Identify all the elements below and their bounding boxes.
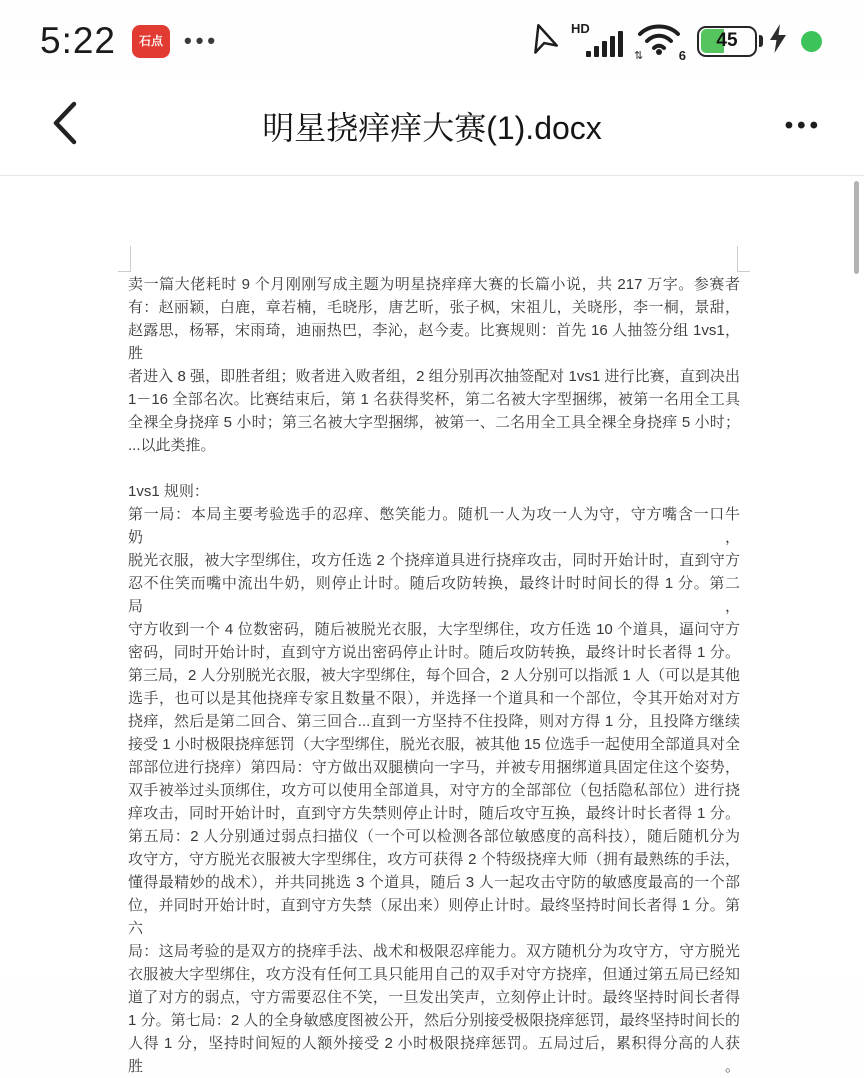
status-bar — [0, 0, 864, 76]
doc-line: 位，并同时开始计时，直到守方失禁（尿出来）则停止计时。最终坚持时间长者得 1 分。第六 — [128, 897, 740, 937]
scrollbar-thumb[interactable] — [854, 181, 859, 274]
doc-line: 者进入 8 强，即胜者组；败者进入败者组，2 组分别再次抽签配对 1vs1 进行比赛，直到决出 — [128, 368, 740, 385]
doc-line: 有：赵丽颖，白鹿，章若楠，毛晓彤，唐艺昕，张子枫，宋祖儿，关晓彤，李一桐，景甜， — [128, 299, 740, 316]
cellular-signal-icon — [571, 23, 623, 59]
location-arrow-icon — [523, 18, 562, 61]
doc-line: 痒攻击，同时开始计时，直到守方失禁则停止计时，随后攻守互换，最终计时长者得 1 分。 — [128, 805, 740, 822]
doc-line: 双手被举过头顶绑住，攻方可以使用全部道具，对守方的全部部位（包括隐私部位）进行挠 — [128, 782, 740, 799]
doc-line: 脱光衣服，被大字型绑住，攻方任选 2 个挠痒道具进行挠痒攻击，同时开始计时，直到守方 — [128, 552, 740, 569]
doc-line: 人得 1 分，坚持时间短的人额外接受 2 小时极限挠痒惩罚。五局过后，累积得分高的人获胜。 — [128, 1035, 740, 1075]
clock-time: 5:22 — [40, 20, 117, 61]
doc-line: 部部位进行挠痒）第四局：守方做出双腿横向一字马，并被专用捆绑道具固定住这个姿势， — [128, 759, 740, 776]
doc-line: ...以此类推。 — [128, 437, 216, 454]
doc-line: 选手，也可以是其他挠痒专家且数量不限），并选择一个道具和一个部位，令其开始对对方 — [128, 690, 740, 707]
document-title: 明星挠痒痒大赛(1).docx — [262, 109, 602, 146]
doc-line: 接受 1 小时极限挠痒惩罚（大字型绑住，脱光衣服，被其他 15 位选手一起使用全部道具对全 — [128, 736, 740, 753]
doc-line: 1－16 全部名次。比赛结束后，第 1 名获得奖杯，第二名被大字型捆绑，被第一名用全工具 — [128, 391, 740, 408]
charging-bolt-icon — [768, 24, 788, 58]
doc-line: 挠痒，然后是第二回合、第三回合...直到一方坚持不住投降，则对方得 1 分，且投降方继续 — [128, 713, 740, 730]
wifi-icon — [634, 22, 686, 63]
doc-line: 卖一篇大佬耗时 9 个月刚刚写成主题为明星挠痒痒大赛的长篇小说，共 217 万字。参赛者 — [128, 276, 740, 293]
wifi-generation-label: 6 — [678, 48, 686, 63]
doc-line: 懂得最精妙的战术），并共同挑选 3 个道具，随后 3 人一起攻击守防的敏感度最高的一个部 — [128, 874, 740, 891]
paragraph-spacer — [128, 457, 740, 480]
doc-line: 赵露思，杨幂，宋雨琦，迪丽热巴，李沁，赵今麦。比赛规则：首先 16 人抽签分组 1vs1，胜 — [128, 322, 740, 362]
doc-line: 局：这局考验的是双方的挠痒手法、战术和极限忍痒能力。双方随机分为攻守方，守方脱光 — [128, 943, 740, 960]
doc-line: 1 分。第七局：2 人的全身敏感度图被公开，然后分别接受极限挠痒惩罚，最终坚持时间长的 — [128, 1012, 740, 1029]
privacy-green-dot-icon — [801, 31, 822, 52]
document-body — [128, 273, 740, 1078]
doc-line: 密码，同时开始计时，直到守方说出密码停止计时。随后攻防转换，最终计时长者得 1 分。 — [128, 644, 740, 661]
doc-line: 道了对方的弱点，守方需要忍住不笑，一旦发出笑声，立刻停止计时。最终坚持时间长者得 — [128, 989, 740, 1006]
doc-line: 全裸全身挠痒 5 小时；第三名被大字型捆绑，被第一、二名用全工具全裸全身挠痒 5 小时； — [128, 414, 740, 431]
battery-icon — [697, 26, 757, 57]
notification-app-badge-icon: 石点 — [132, 25, 170, 58]
document-scroll-area[interactable] — [0, 177, 864, 1075]
more-options-button[interactable]: ••• — [784, 111, 822, 139]
notification-overflow-icon: ••• — [184, 28, 220, 53]
doc-line: 攻守方，守方脱光衣服被大字型绑住，攻方可获得 2 个特级挠痒大师（拥有最熟练的手法， — [128, 851, 740, 868]
doc-line: 第一局：本局主要考验选手的忍痒、憋笑能力。随机一人为攻一人为守，守方嘴含一口牛奶， — [128, 506, 740, 546]
battery-nub — [759, 35, 763, 47]
back-button[interactable] — [0, 76, 100, 175]
battery-percent: 45 — [716, 30, 738, 51]
doc-line: 第三局，2 人分别脱光衣服，被大字型绑住，每个回合，2 人分别可以指派 1 人（可以是其他 — [128, 667, 740, 684]
wifi-traffic-arrows-icon: ⇅ — [634, 50, 644, 62]
signal-bars-icon — [586, 31, 623, 57]
text-margin-mark-right — [737, 246, 750, 272]
back-chevron-icon — [48, 99, 80, 152]
nav-bar — [0, 76, 864, 176]
doc-line: 守方收到一个 4 位数密码，随后被脱光衣服，大字型绑住，攻方任选 10 个道具，逼问守方 — [128, 621, 740, 638]
doc-line: 第五局：2 人分别通过弱点扫描仪（一个可以检测各部位敏感度的高科技），随后随机分为 — [128, 828, 740, 845]
hd-label: HD — [571, 21, 590, 36]
doc-line: 忍不住笑而嘴中流出牛奶，则停止计时。随后攻防转换，最终计时时间长的得 1 分。第二局， — [128, 575, 740, 615]
doc-line: 1vs1 规则： — [128, 483, 209, 500]
text-margin-mark-left — [118, 246, 131, 272]
status-indicators — [528, 21, 822, 63]
doc-line: 衣服被大字型绑住，攻方没有任何工具只能用自己的双手对守方挠痒，但通过第五局已经知 — [128, 966, 740, 983]
